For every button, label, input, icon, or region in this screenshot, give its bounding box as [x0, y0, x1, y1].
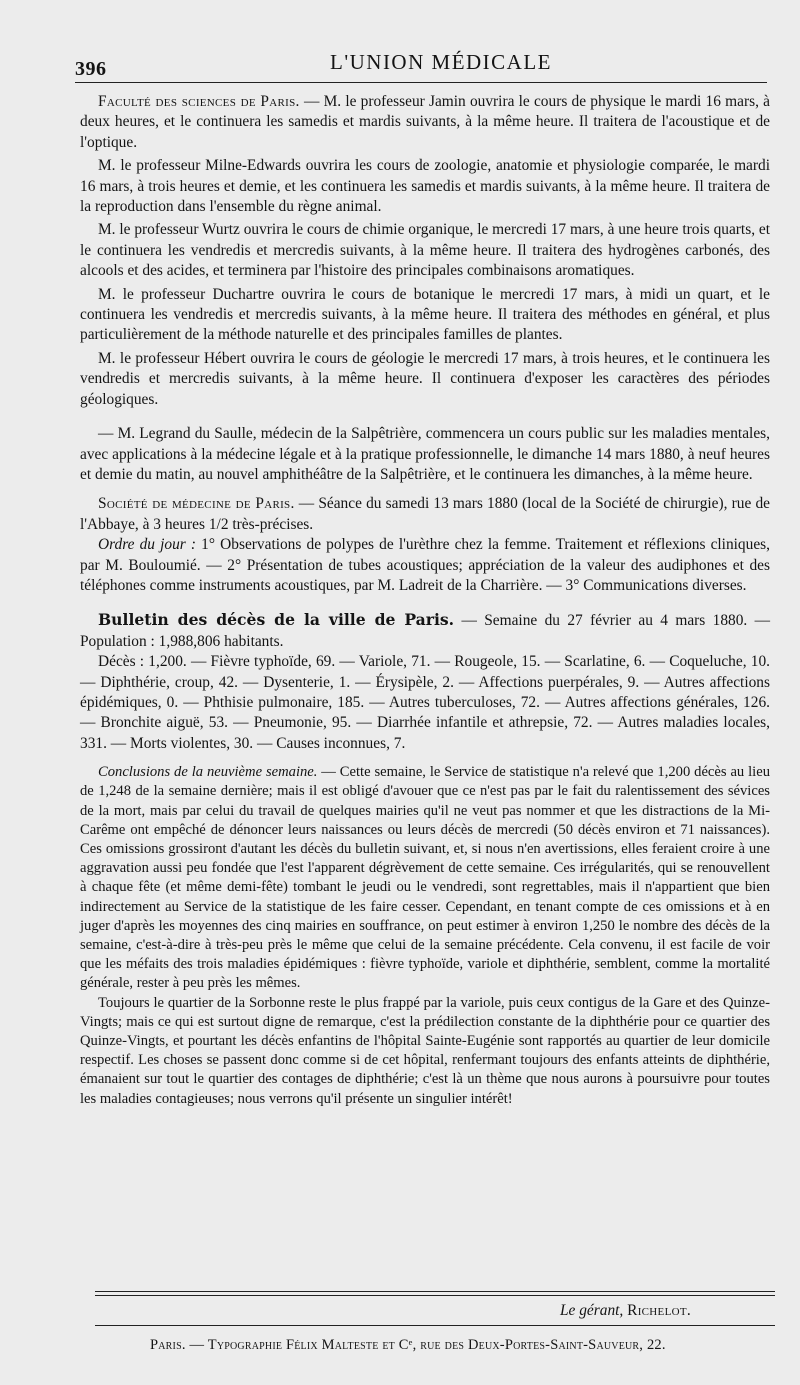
paragraph-deces: Décès : 1,200. — Fièvre typhoïde, 69. — Variole, 71. — Rougeole, 15. — Scarlatine, 6. — Coqueluche, 10. — Diphthérie, croup, 42. — Dysenterie, 1. — Érysipèle, 2. — Affections puerpérales, 9. — Autres affections épidémiques, 0. — Phthisie pulmonaire, 185. — Autres tuberculoses, 72. — Autres affections générales, 126. — Bronchite aiguë, 53. — Pneumonie, 95. — Diarrhée infantile et athrepsie, 72. — Autres maladies locales, 331. — Morts violentes, 30. — Causes inconnues, 7.	[80, 653, 770, 752]
signature-label: Le gérant,	[560, 1302, 624, 1319]
paragraph-jamin	[80, 92, 770, 153]
footer-rule-1	[95, 1291, 775, 1292]
paragraph-sorbonne: Toujours le quartier de la Sorbonne reste le plus frappé par la variole, puis ceux contigus de la Gare et des Quinze-Vingts; mais ce qui est surtout digne de remarque, c'est la prédilection constante de la diphthérie pour ce quartier des Quinze-Vingts, et pourtant les décès enfantins de l'hôpital Sainte-Eugénie sont rapportés au quartier de leur domicile respectif. Les choses se passent donc comme si de cet hôpital, renfermant toujours des enfants atteints de diphthérie, émanaient sur tout le quartier des contages de diphthérie; c'est là un thème que nous aurons à poursuivre pour toutes les maladies contagieuses; nous verrons qu'il présente un singulier intérêt!	[80, 994, 770, 1107]
journal-title: L'UNION MÉDICALE	[330, 50, 553, 74]
paragraph-milne-edwards: M. le professeur Milne-Edwards ouvrira les cours de zoologie, anatomie et physiologie comparée, le mardi 16 mars, à trois heures et demie, et les continuera les samedis et mardis suivants, à la même heure. Il traitera de la reproduction dans l'ensemble du règne animal.	[80, 157, 770, 216]
page-number: 396	[75, 58, 107, 80]
paragraph-conclusions	[80, 763, 770, 993]
conclusions-text: — Cette semaine, le Service de statistique n'a relevé que 1,200 décès au lieu de 1,248 de la semaine dernière; mais il est obligé d'avouer que ce n'est pas par le fait du ralentissement des sévices de la mort, mais par celui du travail de quelques mairies qu'il ne veut pas nommer et que les distractions de la Mi-Carême ont empêché de dénoncer leurs naissances ou leurs décès de mercredi (50 décès environ et 71 naissances). Ces omissions grossiront d'autant les décès du bulletin suivant, et, si nous n'en avertissions, elles feraient croire à une aggravation aussi peu fondée que l'est l'apparent dégrèvement de cette semaine. Ces irrégularités, qui se renouvellent à chaque fête (et même demi-fête) tombant le jeudi ou le vendredi, sont regrettables, mais il n'appartient que bien indirectement au Service de la statistique de les faire cesser. Cependant, en tenant compte de ces omissions et à en juger d'après les moyennes des cinq mairies en souffrance, on peut estimer à environ 1,250 le nombre des décès de la semaine, c'est-à-dire à très-peu près le même que celui de la semaine précédente. Cela convenu, il est facile de voir que les méfaits des trois maladies épidémiques : fièvre typhoïde, variole et diphthérie, semblent, comme la mortalité générale, rester à peu près les mêmes.	[80, 764, 770, 992]
societe-heading: Société de médecine de Paris.	[98, 495, 295, 513]
bulletin-title: Bulletin des décès de la ville de Paris.	[98, 610, 455, 630]
paragraph-wurtz: M. le professeur Wurtz ouvrira le cours de chimie organique, le mercredi 17 mars, à une heure trois quarts, et le continuera les vendredis et mercredis suivants, à la même heure. Il traitera des hydrogènes carbonés, des alcools et des acides, et terminera par l'histoire des principales combinaisons aromatiques.	[80, 221, 770, 280]
societe-text: — Séance du samedi 13 mars 1880 (local de la Société de chirurgie), rue de l'Abbaye, à 3 heures 1/2 très-précises.	[80, 495, 770, 533]
paragraph-duchartre: M. le professeur Duchartre ouvrira le cours de botanique le mercredi 17 mars, à midi un quart, et le continuera les vendredis et mercredis suivants, à la même heure. Il traitera des méthodes en général, et plus particulièrement de la méthode naturelle et des principales familles de plantes.	[80, 285, 770, 344]
paragraph-societe	[80, 494, 770, 535]
article-body	[80, 92, 770, 1109]
faculte-heading: Faculté des sciences de Paris.	[98, 93, 300, 110]
printer-imprint: Paris. — Typographie Félix Malteste et Cᵉ, rue des Deux-Portes-Saint-Sauveur, 22.	[150, 1337, 666, 1353]
paragraph-legrand: — M. Legrand du Saulle, médecin de la Salpêtrière, commencera un cours public sur les maladies mentales, avec applications à la médecine légale et à la pratique professionnelle, le dimanche 14 mars 1880, à neuf heures et demie du matin, au nouvel amphithéâtre de la Salpêtrière, et le continuera les dimanches, à la même heure.	[80, 425, 770, 483]
jamin-text: — M. le professeur Jamin ouvrira le cours de physique le mardi 16 mars, à deux heures, et le continuera les samedis et mardis suivants, à la même heure. Il traitera de l'acoustique et de l'optique.	[80, 93, 770, 151]
paragraph-ordre-du-jour	[80, 535, 770, 596]
footer-rule-3	[95, 1325, 775, 1326]
signature-name: Richelot.	[627, 1302, 691, 1319]
paragraph-hebert: M. le professeur Hébert ouvrira le cours de géologie le mercredi 17 mars, à trois heures, et le continuera les vendredis et mercredis suivants, à la même heure. Il continuera d'exposer les caractères des périodes géologiques.	[80, 349, 770, 408]
paragraph-bulletin-title	[80, 610, 770, 652]
conclusions-block	[80, 763, 770, 1109]
header-rule	[75, 82, 767, 83]
page-header	[0, 46, 800, 80]
bulletin-intro: — Semaine du 27 février au 4 mars 1880. — Population : 1,988,806 habitants.	[80, 612, 771, 650]
ordre-label: Ordre du jour :	[98, 536, 197, 554]
ordre-text: 1° Observations de polypes de l'urèthre chez la femme. Traitement et réflexions cliniques, par M. Bouloumié. — 2° Présentation de tubes acoustiques; appréciation de la valeur des audiphones et des téléphones comme instruments acoustiques, par M. Ladreit de la Charrière. — 3° Communications diverses.	[80, 536, 770, 594]
conclusions-label: Conclusions de la neuvième semaine.	[98, 764, 318, 781]
signature	[560, 1302, 691, 1320]
footer-rule-2	[95, 1295, 775, 1296]
